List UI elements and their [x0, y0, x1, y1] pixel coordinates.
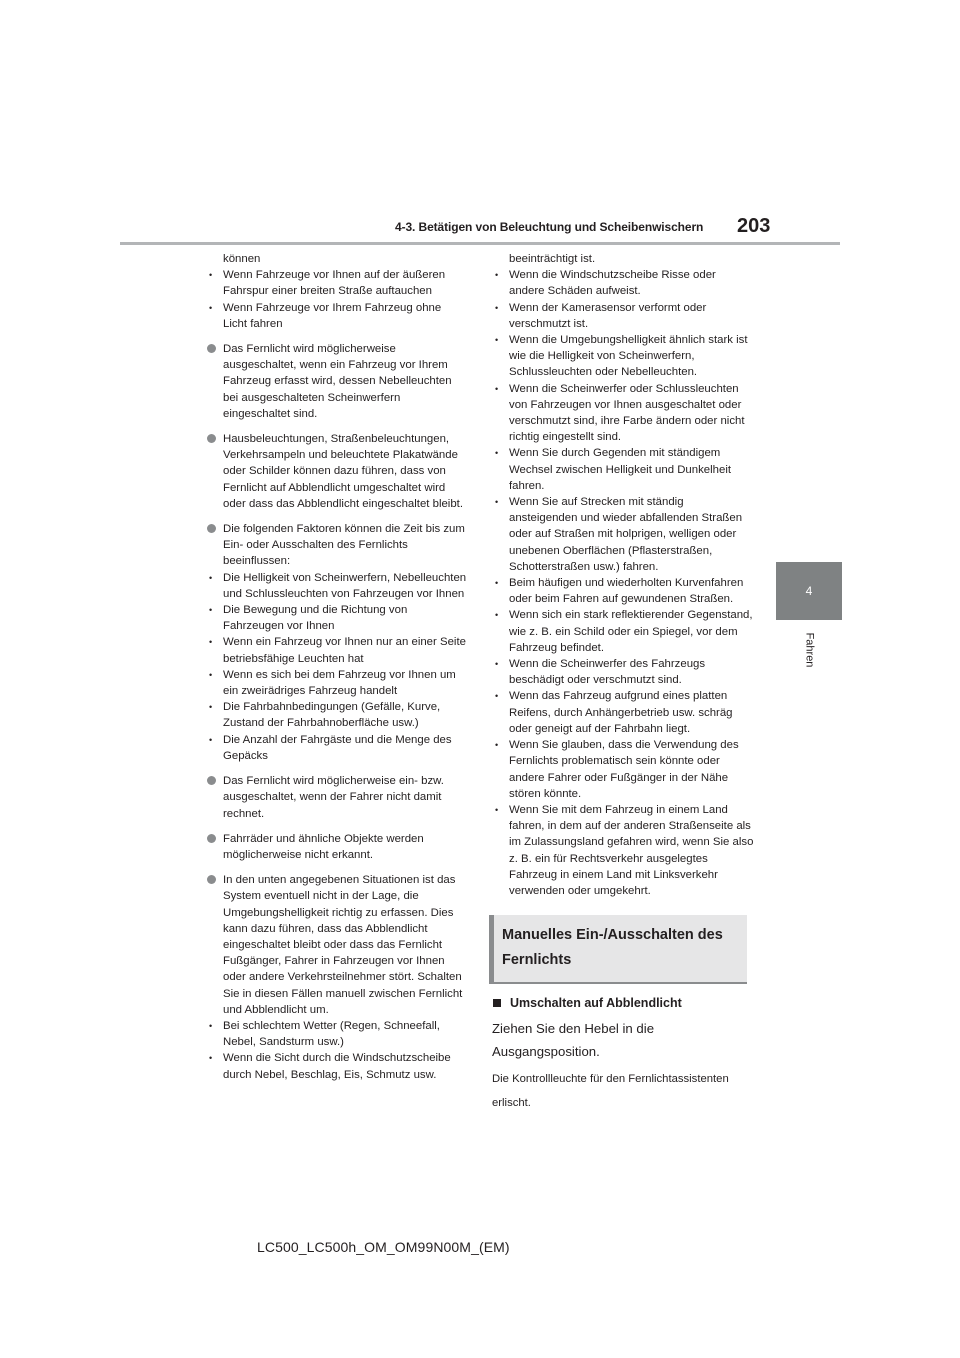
list-item: • Wenn Fahrzeuge vor Ihrem Fahrzeug ohne Licht fahren [206, 300, 468, 332]
indicator-note: Die Kontrollleuchte für den Fernlichtassistenten erlischt. [492, 1073, 729, 1110]
bullet-circle-icon [207, 434, 216, 443]
chapter-tab[interactable] [776, 562, 842, 620]
list-item: • Wenn sich ein stark reflektierender Gegenstand, wie z. B. ein Schild oder ein Spiegel, vor dem Fahrzeug befindet. [492, 607, 754, 656]
note-item [206, 773, 468, 822]
continuation-text: beeinträchtigt ist. [509, 253, 596, 265]
list-item: • Wenn die Windschutzscheibe Risse oder andere Schäden aufweist. [492, 267, 754, 299]
continuation-text: können [223, 253, 261, 265]
list-item: • Die Helligkeit von Scheinwerfern, Nebelleuchten und Schlussleuchten von Fahrzeugen vor Ihnen [206, 570, 468, 602]
bullet-circle-icon [207, 875, 216, 884]
bullet-circle-icon [207, 344, 216, 353]
list-item: • Wenn ein Fahrzeug vor Ihnen nur an einer Seite betriebsfähige Leuchten hat [206, 634, 468, 666]
bullet-circle-icon [207, 524, 216, 533]
note-item [206, 831, 468, 863]
situation-bullet-list [206, 1018, 468, 1083]
list-item: • Beim häufigen und wiederholten Kurvenfahren oder beim Fahren auf gewundenen Straßen. [492, 575, 754, 607]
note-item [206, 521, 468, 764]
chapter-label-container [800, 620, 818, 680]
list-item: • Wenn Sie durch Gegenden mit ständigem Wechsel zwischen Helligkeit und Dunkelheit fahren. [492, 445, 754, 494]
factor-bullet-list [206, 570, 468, 764]
list-item: • Wenn die Sicht durch die Windschutzscheibe durch Nebel, Beschlag, Eis, Schmutz usw. [206, 1050, 468, 1082]
bullet-circle-icon [207, 776, 216, 785]
subheading [492, 995, 754, 1011]
note-item [206, 431, 468, 512]
left-column [206, 251, 468, 1083]
list-item: • Wenn Sie auf Strecken mit ständig ansteigenden und wieder abfallenden Straßen oder auf Straßen mit holprigen, welligen oder unebenen Oberflächen (Pflasterstraßen, Schotterstraßen usw.) fahren. [492, 494, 754, 575]
header-divider [120, 242, 840, 245]
section-title: 4-3. Betätigen von Beleuchtung und Scheibenwischern [395, 220, 704, 234]
note-text: In den unten angegebenen Situationen ist das System eventuell nicht in der Lage, die Umgebungshelligkeit richtig zu erfassen. Dies kann dazu führen, dass das Abblendlicht eingeschaltet bleibt oder dass das Fernlicht Fußgänger, Fahrer in Fahrzeugen vor Ihnen oder andere Verkehrsteilnehmer stört. Schalten Sie in diesen Fällen manuell zwischen Fernlicht und Abblendlicht um. [223, 874, 463, 1016]
instruction-text: Ziehen Sie den Hebel in die Ausgangsposition. [492, 1021, 655, 1060]
bullet-circle-icon [207, 834, 216, 843]
chapter-number: 4 [805, 584, 813, 598]
note-text: Die folgenden Faktoren können die Zeit bis zum Ein- oder Ausschalten des Fernlichts beeinflussen: [223, 523, 465, 568]
list-item: • Bei schlechtem Wetter (Regen, Schneefall, Nebel, Sandsturm usw.) [206, 1018, 468, 1050]
list-item: • Wenn die Umgebungshelligkeit ähnlich stark ist wie die Helligkeit von Scheinwerfern, Schlussleuchten oder Nebelleuchten. [492, 332, 754, 381]
list-item: • Wenn das Fahrzeug aufgrund eines platten Reifens, durch Anhängerbetrieb usw. schräg oder geneigt auf der Fahrbahn liegt. [492, 688, 754, 737]
note-item [206, 872, 468, 1083]
list-item: • Die Bewegung und die Richtung von Fahrzeugen vor Ihnen [206, 602, 468, 634]
list-item: • Wenn die Scheinwerfer des Fahrzeugs beschädigt oder verschmutzt sind. [492, 656, 754, 688]
list-item: • Wenn Sie mit dem Fahrzeug in einem Land fahren, in dem auf der anderen Straßenseite als im Zulassungsland gefahren wird, wenn Sie also z. B. ein für Rechtsverkehr ausgelegtes Fahrzeug in einem Land mit Linksverkehr verwenden oder umgekehrt. [492, 802, 754, 899]
square-bullet-icon [493, 999, 501, 1007]
section-heading-box [489, 915, 747, 984]
list-item: • Wenn der Kamerasensor verformt oder verschmutzt ist. [492, 300, 754, 332]
page-number: 203 [737, 215, 771, 237]
note-text: Das Fernlicht wird möglicherweise ausgeschaltet, wenn ein Fahrzeug vor Ihrem Fahrzeug erfasst wird, dessen Nebelleuchten bei ausgeschalteten Scheinwerfern eingeschaltet sind. [223, 343, 452, 420]
heading-accent-bar [489, 915, 494, 982]
document-code: LC500_LC500h_OM_OM99N00M_(EM) [257, 1239, 510, 1255]
note-item [206, 341, 468, 422]
right-column [492, 251, 754, 1115]
subheading-text: Umschalten auf Abblendlicht [510, 996, 682, 1011]
note-text: Hausbeleuchtungen, Straßenbeleuchtungen, Verkehrsampeln und beleuchtete Plakatwände oder Schilder können dazu führen, dass von Fernlicht auf Abblendlicht umgeschaltet wird oder dass das Abblendlicht eingeschaltet bleibt. [223, 433, 463, 510]
list-item: • Wenn Fahrzeuge vor Ihnen auf der äußeren Fahrspur einer breiten Straße auftauchen [206, 267, 468, 299]
note-text: Das Fernlicht wird möglicherweise ein- bzw. ausgeschaltet, wenn der Fahrer nicht damit rechnet. [223, 775, 444, 820]
chapter-label: Fahren [803, 632, 816, 668]
list-item: • Wenn Sie glauben, dass die Verwendung des Fernlichts problematisch sein könnte oder andere Fahrer oder Fußgänger in der Nähe stören könnte. [492, 737, 754, 802]
list-item: • Wenn die Scheinwerfer oder Schlussleuchten von Fahrzeugen vor Ihnen ausgeschaltet oder verschmutzt sind, ihre Farbe ändern oder nicht richtig eingestellt sind. [492, 381, 754, 446]
section-heading: Manuelles Ein-/Ausschalten des Fernlichts [502, 927, 723, 969]
list-item: • Die Fahrbahnbedingungen (Gefälle, Kurve, Zustand der Fahrbahnoberfläche usw.) [206, 699, 468, 731]
list-item: • Die Anzahl der Fahrgäste und die Menge des Gepäcks [206, 732, 468, 764]
list-item: • Wenn es sich bei dem Fahrzeug vor Ihnen um ein zweirädriges Fahrzeug handelt [206, 667, 468, 699]
intro-bullet-list [206, 267, 468, 332]
situation-bullet-list-continued [492, 267, 754, 899]
note-text: Fahrräder und ähnliche Objekte werden möglicherweise nicht erkannt. [223, 832, 424, 861]
